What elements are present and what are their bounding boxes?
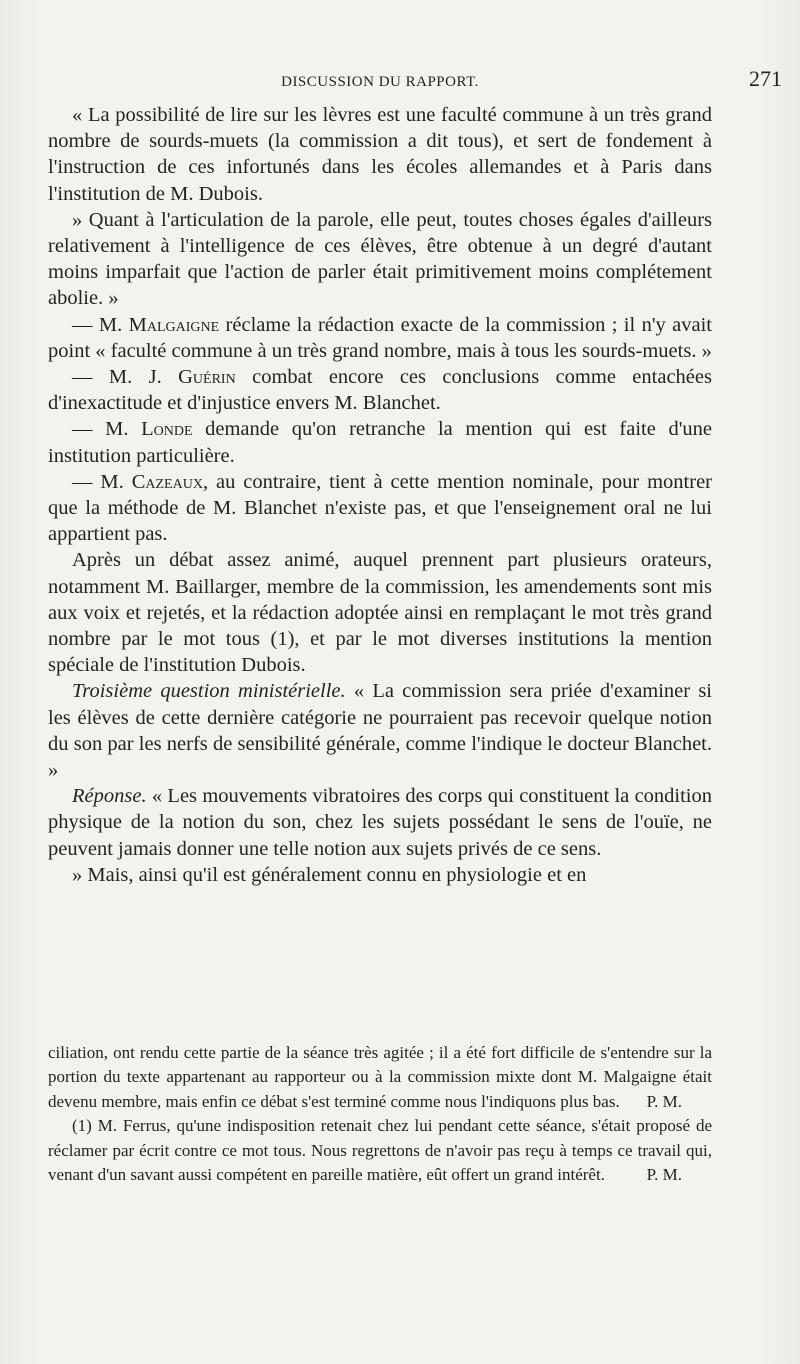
paragraph-text: réclame la rédaction exacte de la commission ; il n'y avait point « faculté commune à un très grand nombre, mais à tous les sourds-muets. » [48,313,712,362]
dash-prefix: — M. J. [72,366,179,389]
paragraph-guerin [48,364,712,416]
footnote-text: (1) M. Ferrus, qu'une indisposition retenait chez lui pendant cette séance, s'était proposé de réclamer par écrit contre ce mot tous. Nous regrettons de n'avoir pas reçu à temps ce travail qui, venant d'un savant aussi compétent en pareille matière, eût offert un grand intérêt. [48,1116,712,1185]
dash-prefix: — M. [72,313,129,336]
speaker-name: Cazeaux [131,470,203,493]
paragraph-text: , au contraire, tient à cette mention nominale, pour montrer que la méthode de M. Blanchet n'existe pas, et que l'enseignement oral ne lui appartient pas. [48,470,712,546]
footnote-text: ciliation, ont rendu cette partie de la séance très agitée ; il a été fort difficile de s'entendre sur la portion du texte appartenant au rapporteur ou à la commission mixte dont M. Malgaigne était devenu membre, mais enfin ce débat s'est terminé comme nous l'indiquons plus bas. [48,1043,712,1111]
paragraph-text: « La commission sera priée d'examiner si les élèves de cette dernière catégorie ne pourraient pas recevoir quelque notion du son par les nerfs de sensibilité générale, comme l'indique le docteur Blanchet. » [48,680,713,782]
paragraph-quote-lips: « La possibilité de lire sur les lèvres est une faculté commune à un très grand nombre de sourds-muets (la commission a dit tous), et sert de fondement à l'instruction de ces infortunés dans les écoles allemandes et à Paris dans l'institution de M. Dubois. [48,104,712,205]
paragraph-text: combat encore ces conclusions comme entachées d'inexactitude et d'injustice envers M. Blanchet. [48,366,712,415]
section-label: Troisième question ministérielle. [72,680,346,703]
paragraph-debate: Après un débat assez animé, auquel prennent part plusieurs orateurs, notamment M. Baillarger, membre de la commission, les amendements sont mis aux voix et rejetés, et la rédaction adoptée ainsi en remplaçant le mot très grand nombre par le mot tous (1), et par le mot diverses institutions la mention spéciale de l'institution Dubois. [48,549,712,677]
page-number: 271 [749,66,782,91]
section-label: Réponse. [72,785,147,808]
footnote-continued [48,1041,712,1114]
paragraph-cazeaux [48,469,712,548]
footnote-1 [48,1114,712,1187]
dash-prefix: — M. [72,470,132,493]
paragraph-third-question [48,678,712,783]
paragraph-text: demande qu'on retranche la mention qui est faite d'une institution particulière. [48,418,712,467]
speaker-name: Londe [141,418,193,441]
paragraph-response [48,783,712,862]
main-text [48,102,712,888]
paragraph-londe [48,416,712,468]
speaker-name: Malgaigne [128,313,220,336]
paragraph-text: « Les mouvements vibratoires des corps qui constituent la condition physique de la notion du son, chez les sujets possédant le sens de l'ouïe, ne peuvent jamais donner une telle notion aux sujets privés de ce sens. [48,785,712,860]
running-title: DISCUSSION DU RAPPORT. [281,74,479,90]
paragraph-malgaigne [48,312,712,364]
footnotes [48,1041,712,1187]
footnote-signature: P. M. [646,1165,682,1185]
footnote-signature: P. M. [646,1091,682,1111]
page-header [48,66,782,96]
dash-prefix: — M. [72,418,142,441]
paragraph-articulation: » Quant à l'articulation de la parole, elle peut, toutes choses égales d'ailleurs relativement à l'intelligence de ces élèves, être obtenue à un degré d'autant moins imparfait que l'action de parler était primitivement moins complétement abolie. » [48,208,712,310]
paragraph-physiology: » Mais, ainsi qu'il est généralement connu en physiologie et en [72,863,587,886]
speaker-name: Guérin [178,366,236,389]
